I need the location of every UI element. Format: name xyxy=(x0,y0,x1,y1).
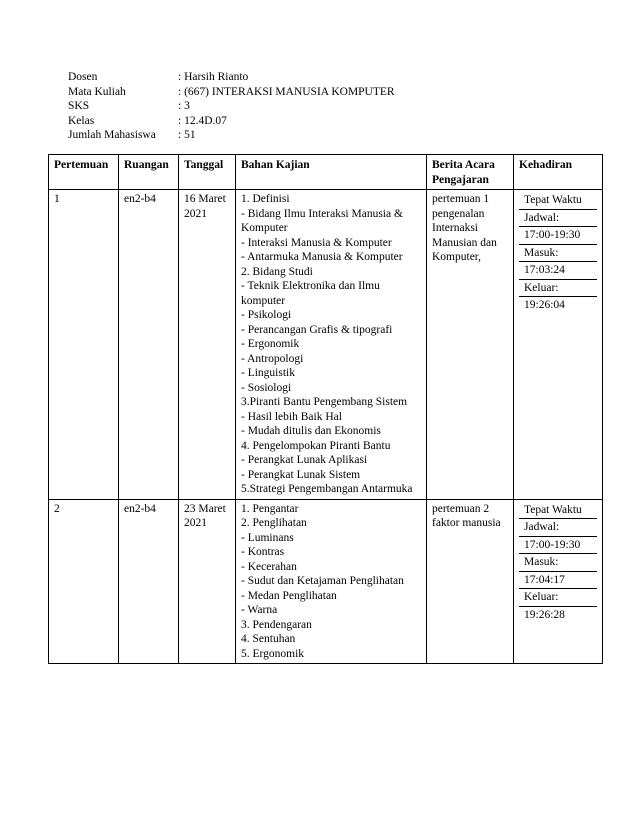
course-info xyxy=(68,70,395,143)
bahan-line: - Interaksi Manusia & Komputer xyxy=(241,236,392,249)
cell-berita-acara: pertemuan 2 faktor manusia xyxy=(427,499,514,664)
bahan-line: - Ergonomik xyxy=(241,338,300,350)
info-label: Jumlah Mahasiswa xyxy=(68,129,156,141)
kehadiran-masuk: 17:03:24 xyxy=(519,262,597,280)
info-row-dosen xyxy=(68,70,395,85)
kehadiran-jadwal: 17:00-19:30 xyxy=(519,537,597,555)
header-pertemuan: Pertemuan xyxy=(49,155,119,190)
bahan-line: 1. Definisi xyxy=(241,193,290,205)
kehadiran-jadwal-label: Jadwal: xyxy=(519,519,597,537)
kehadiran-keluar: 19:26:04 xyxy=(524,299,565,311)
cell-bahan-kajian xyxy=(236,190,427,500)
table-row xyxy=(49,190,603,500)
header-kehadiran: Kehadiran xyxy=(514,155,603,190)
header-berita-acara: Berita Acara Pengajaran xyxy=(427,155,514,190)
bahan-line: 4. Pengelompokan Piranti Bantu xyxy=(241,439,391,452)
info-row-sks xyxy=(68,99,395,114)
kehadiran-masuk: 17:04:17 xyxy=(519,572,597,590)
bahan-line: - Antarmuka Manusia & Komputer xyxy=(241,251,403,263)
kehadiran-keluar-label: Keluar: xyxy=(519,280,597,298)
cell-tanggal: 23 Maret 2021 xyxy=(179,499,236,664)
info-value: : (667) INTERAKSI MANUSIA KOMPUTER xyxy=(178,85,395,98)
cell-kehadiran xyxy=(514,499,603,664)
bahan-line: - Perangkat Lunak Sistem xyxy=(241,468,361,481)
info-value: : 3 xyxy=(178,100,190,112)
bahan-line: - Psikologi xyxy=(241,309,292,321)
bahan-line: 4. Sentuhan xyxy=(241,633,296,645)
bahan-line: 2. Bidang Studi xyxy=(241,265,313,278)
table-row xyxy=(49,499,603,664)
table-header-row xyxy=(49,155,603,190)
kehadiran-masuk-label: Masuk: xyxy=(519,554,597,572)
bahan-line: - Sosiologi xyxy=(241,381,292,394)
kehadiran-status: Tepat Waktu xyxy=(519,192,597,210)
bahan-line: - Perangkat Lunak Aplikasi xyxy=(241,454,368,466)
header-ruangan: Ruangan xyxy=(119,155,179,190)
attendance-table xyxy=(48,154,603,664)
cell-pertemuan: 2 xyxy=(49,499,119,664)
header-bahan-kajian: Bahan Kajian xyxy=(236,155,427,190)
bahan-line: 1. Pengantar xyxy=(241,502,299,515)
kehadiran-jadwal: 17:00-19:30 xyxy=(519,227,597,245)
info-label: SKS xyxy=(68,100,90,112)
kehadiran-status: Tepat Waktu xyxy=(519,502,597,520)
bahan-line: - Kecerahan xyxy=(241,560,297,573)
bahan-line: 3.Piranti Bantu Pengembang Sistem xyxy=(241,396,408,408)
bahan-line: - Teknik Elektronika dan Ilmu komputer xyxy=(241,280,380,307)
cell-ruangan: en2-b4 xyxy=(119,190,179,500)
bahan-line: 5. Ergonomik xyxy=(241,647,305,660)
header-tanggal: Tanggal xyxy=(179,155,236,190)
info-row-jumlah-mahasiswa xyxy=(68,128,395,143)
bahan-line: - Bidang Ilmu Interaksi Manusia & Komputer xyxy=(241,207,403,234)
kehadiran-keluar-label: Keluar: xyxy=(519,589,597,607)
cell-kehadiran xyxy=(514,190,603,500)
bahan-line: - Antropologi xyxy=(241,352,304,365)
kehadiran-jadwal-label: Jadwal: xyxy=(519,210,597,228)
bahan-line: - Sudut dan Ketajaman Penglihatan xyxy=(241,575,404,587)
bahan-line: - Linguistik xyxy=(241,367,295,379)
info-label: Dosen xyxy=(68,71,98,83)
info-value: : Harsih Rianto xyxy=(178,71,249,83)
bahan-line: - Perancangan Grafis & tipografi xyxy=(241,323,393,336)
info-label: Kelas xyxy=(68,114,95,127)
bahan-line: - Hasil lebih Baik Hal xyxy=(241,410,342,423)
bahan-line: - Luminans xyxy=(241,531,294,544)
bahan-line: - Mudah ditulis dan Ekonomis xyxy=(241,425,381,437)
info-label: Mata Kuliah xyxy=(68,85,126,98)
bahan-line: 3. Pendengaran xyxy=(241,618,312,631)
cell-bahan-kajian xyxy=(236,499,427,664)
bahan-line: 5.Strategi Pengembangan Antarmuka xyxy=(241,483,413,495)
bahan-line: - Warna xyxy=(241,604,278,616)
bahan-line: - Kontras xyxy=(241,546,285,558)
info-row-mata-kuliah xyxy=(68,85,395,100)
cell-pertemuan: 1 xyxy=(49,190,119,500)
info-value: : 51 xyxy=(178,129,196,141)
bahan-line: - Medan Penglihatan xyxy=(241,589,337,602)
info-value: : 12.4D.07 xyxy=(178,114,227,127)
cell-ruangan: en2-b4 xyxy=(119,499,179,664)
bahan-line: 2. Penglihatan xyxy=(241,517,307,529)
cell-tanggal: 16 Maret 2021 xyxy=(179,190,236,500)
cell-berita-acara: pertemuan 1 pengenalan Internaksi Manusian dan Komputer, xyxy=(427,190,514,500)
info-row-kelas xyxy=(68,114,395,129)
kehadiran-masuk-label: Masuk: xyxy=(519,245,597,263)
kehadiran-keluar: 19:26:28 xyxy=(524,608,565,621)
